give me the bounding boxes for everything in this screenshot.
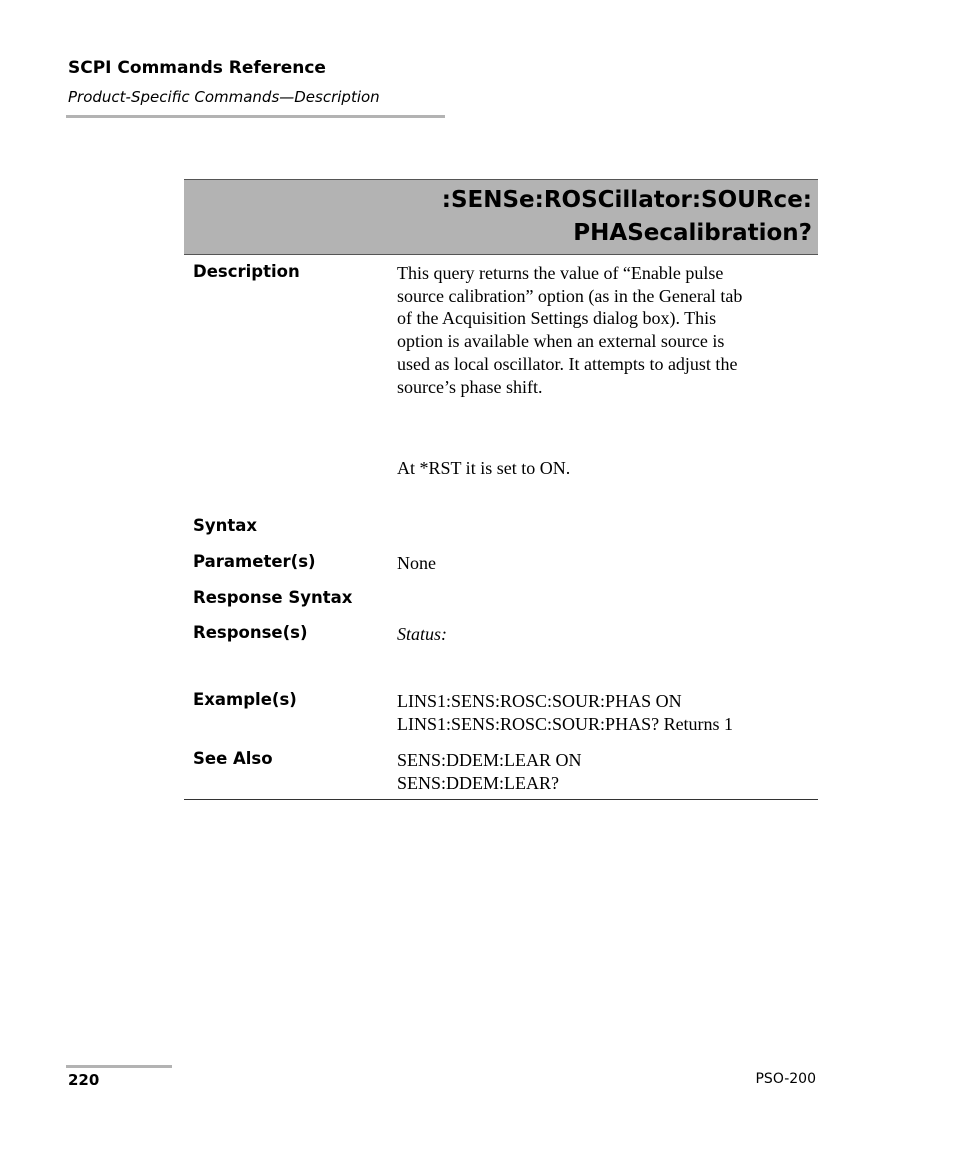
command-title-line-2: PHASecalibration? bbox=[573, 220, 812, 246]
command-title-box bbox=[184, 179, 818, 255]
description-line: used as local oscillator. It attempts to adjust the bbox=[397, 353, 738, 374]
description-label: Description bbox=[193, 262, 300, 281]
response-syntax-label: Response Syntax bbox=[193, 588, 353, 607]
example-line: LINS1:SENS:ROSC:SOUR:PHAS? Returns 1 bbox=[397, 713, 734, 734]
description-line: option is available when an external source is bbox=[397, 331, 725, 352]
examples-label: Example(s) bbox=[193, 690, 297, 709]
examples-text bbox=[397, 690, 815, 735]
description-text bbox=[397, 262, 815, 398]
see-also-line: SENS:DDEM:LEAR? bbox=[397, 772, 559, 793]
footer-divider bbox=[66, 1065, 172, 1068]
parameters-label: Parameter(s) bbox=[193, 552, 316, 571]
responses-label: Response(s) bbox=[193, 623, 308, 642]
description-line: source’s phase shift. bbox=[397, 376, 543, 397]
command-title bbox=[442, 184, 812, 250]
running-header-title: SCPI Commands Reference bbox=[68, 58, 326, 78]
description-line: of the Acquisition Settings dialog box). This bbox=[397, 308, 717, 329]
reset-note: At *RST it is set to ON. bbox=[397, 458, 571, 478]
see-also-text bbox=[397, 749, 815, 794]
running-header-subtitle: Product-Specific Commands—Description bbox=[68, 88, 380, 106]
page-number: 220 bbox=[68, 1071, 100, 1089]
example-line: LINS1:SENS:ROSC:SOUR:PHAS ON bbox=[397, 691, 682, 711]
responses-value: Status: bbox=[397, 624, 448, 644]
parameters-value: None bbox=[397, 553, 436, 573]
see-also-line: SENS:DDEM:LEAR ON bbox=[397, 750, 582, 770]
syntax-label: Syntax bbox=[193, 516, 258, 535]
header-divider bbox=[66, 115, 445, 118]
see-also-label: See Also bbox=[193, 749, 273, 768]
command-title-line-1: :SENSe:ROSCillator:SOURce: bbox=[441, 187, 812, 213]
product-name: PSO-200 bbox=[755, 1071, 816, 1087]
description-line: source calibration” option (as in the General tab bbox=[397, 285, 743, 306]
table-bottom-rule bbox=[184, 799, 818, 800]
description-line: This query returns the value of “Enable pulse bbox=[397, 263, 724, 283]
